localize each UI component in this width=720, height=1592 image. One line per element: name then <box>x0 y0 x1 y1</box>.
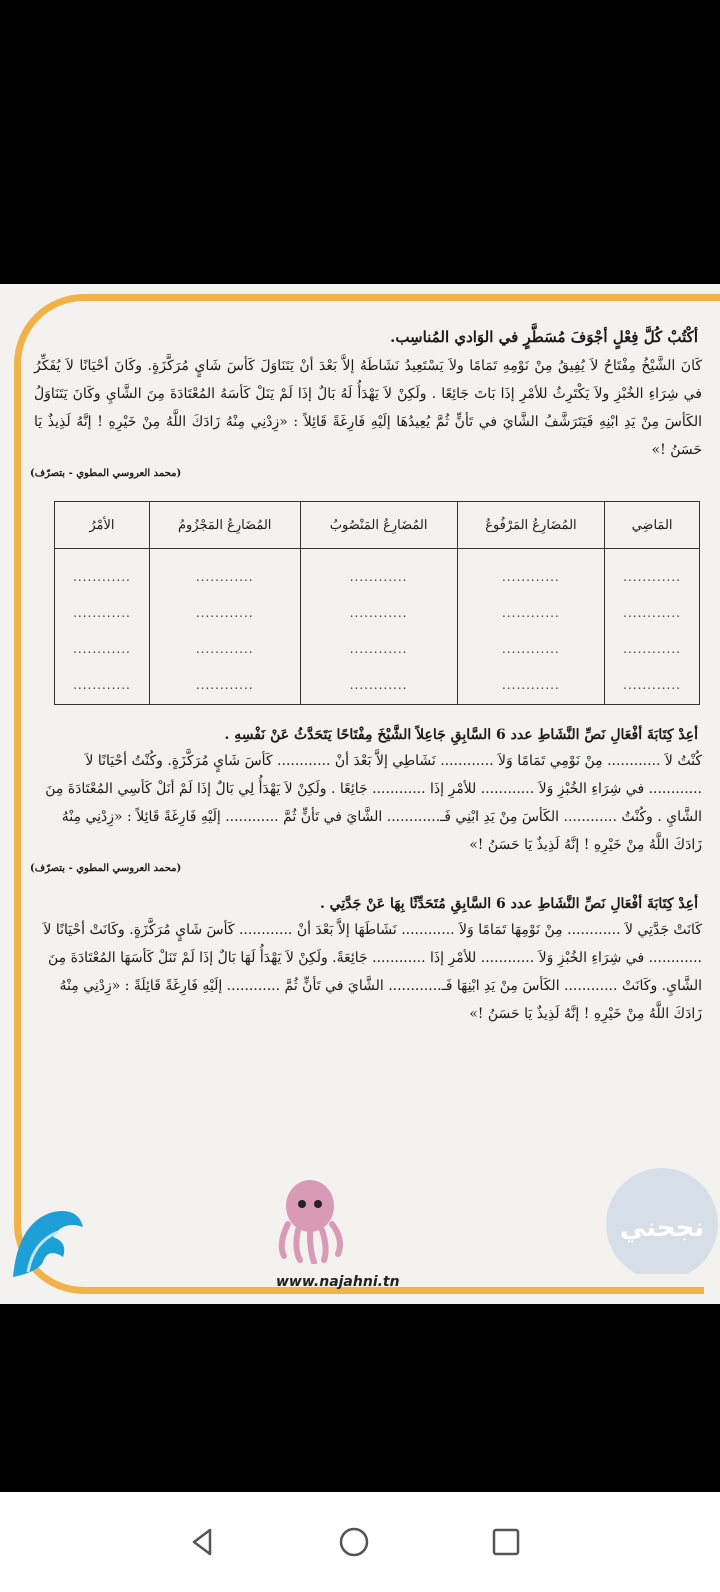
answer-cell[interactable]: ............ ............ ............ ............ <box>457 549 604 705</box>
header-present-raised: المُضَارِعُ المَرْفُوعُ <box>457 502 604 549</box>
octopus-icon <box>270 1174 350 1264</box>
recents-icon[interactable] <box>488 1524 524 1560</box>
verb-table <box>54 501 700 705</box>
answer-cell[interactable]: ............ ............ ............ ............ <box>149 549 300 705</box>
task2-text: كُنْتُ لاَ ............ مِنْ نَوْمِي تَمَامًا وَلاَ ............ نَشَاطِي إلاَّ بَعْدَ أنْ ............ كَأسَ شَايٍ مُرَكَّزَةٍ. وكُنْتُ أحْيَانًا لاَ ............ في شِرَاءِ الخُبْزِ وَلاَ ............ للأمْرِ إذَا ............ جَائِعًا . ولَكِنْ لاَ يَهْدَأُ لِي بَالٌ إذَا لَمْ أنَلْ كَأسِي المُعْتَادَةَ مِنَ الشَّايِ . وكُنْتُ ............ الكَأسَ مِنْ يَدِ ابْنِي فَـ............ الشَّايَ في تَأنٍّ ثُمَّ ............ إلَيْهِ فَارِغَةً قَائِلاً : «زِدْنِي مِنْهُ زَادَكَ اللَّهُ مِنْ خَيْرِهِ ! إنَّهُ لَذِيذٌ يَا حَسَنُ !» <box>45 753 702 853</box>
task1-source: (محمد العروسي المطوي - بتصرّف) <box>30 468 182 479</box>
task1-text: كَانَ الشَّيْخُ مِفْتَاحُ لاَ يُفِيقُ مِنْ نَوْمِهِ تَمَامًا ولاَ يَسْتَعِيدُ نَشَاطَهُ إلاَّ بَعْدَ أنْ يَتَنَاوَلَ كَأسَ شَايٍ مُرَكَّزَةٍ. وكَانَ أحْيَانًا لاَ يُفَكِّرُ في شِرَاءِ الخُبْزِ ولاَ يَكْتَرِثُ للأمْرِ إذَا بَاتَ جَائِعًا . ولَكِنْ لاَ يَهْدَأُ لَهُ بَالٌ إذَا لَمْ يَنَلْ كَأسَهُ المُعْتَادَةَ مِنَ الشَّايِ وكَانَ يَتَنَاوَلُ الكَأسَ مِنْ يَدِ ابْنِهِ فَيَتَرَشَّفُ الشَّايَ في تَأنٍّ ثُمَّ يُعِيدُهَا إلَيْهِ فَارِغَةً قَائِلاً : «زِدْنِي مِنْهُ زَادَكَ اللَّهُ مِنْ خَيْرِهِ ! إنَّهُ لَذِيذٌ يَا حَسَنُ !» <box>34 358 703 458</box>
home-icon[interactable] <box>336 1524 372 1560</box>
back-icon[interactable] <box>184 1524 220 1560</box>
verb-table-answers <box>55 549 700 705</box>
worksheet-content <box>30 328 706 1028</box>
answer-cell[interactable]: ............ ............ ............ ............ <box>605 549 700 705</box>
worksheet-page <box>0 284 720 1304</box>
wave-icon <box>8 1192 88 1282</box>
svg-text:نجحني: نجحني <box>619 1213 705 1243</box>
task3-title: أعِدْ كِتَابَةَ أفْعَالِ نَصِّ النَّشَاطِ عدد 6 السَّابِقِ مُتَحَدِّثًا بِهَا عَنْ جَدَّتِي . <box>319 896 698 912</box>
task3-text: كَانَتْ جَدَّتِي لاَ ............ مِنْ نَوْمِهَا تَمَامًا وَلاَ ............ نَشَاطَهَا إلاَّ بَعْدَ أنْ ............ كَأسَ شَايٍ مُرَكَّزَةٍ. وكَانَتْ أحْيَانًا لاَ ............ في شِرَاءِ الخُبْزِ وَلاَ ............ للأمْرِ إذَا ............ جَائِعَةً. ولَكِنْ لاَ يَهْدَأُ لَهَا بَالٌ إذَا لَمْ تَنَلْ كَأسَهَا المُعْتَادَةَ مِنَ الشَّايِ. وكَانَتْ ............ الكَأسَ مِنْ يَدِ ابْنِهَا فَـ............ الشَّايَ في تَأنٍّ ثُمَّ ............ إلَيْهِ فَارِغَةً قَائِلَةً : «زِدْنِي مِنْهُ زَادَكَ اللَّهُ مِنْ خَيْرِهِ ! إنَّهُ لَذِيذٌ يَا حَسَنُ !» <box>43 922 702 1022</box>
verb-table-header <box>55 502 700 549</box>
site-url: www.najahni.tn <box>276 1274 400 1290</box>
header-past: المَاضِي <box>605 502 700 549</box>
header-imperative: الأمْرُ <box>55 502 150 549</box>
orange-frame-top <box>120 294 720 301</box>
najahni-watermark-logo <box>572 1164 720 1274</box>
android-nav-bar <box>0 1492 720 1592</box>
answer-cell[interactable]: ............ ............ ............ ............ <box>55 549 150 705</box>
task2-source: (محمد العروسي المطوي - بتصرّف) <box>30 863 182 874</box>
answer-cell[interactable]: ............ ............ ............ ............ <box>300 549 457 705</box>
task2-title: أعِدْ كِتَابَةَ أفْعَالِ نَصِّ النَّشَاطِ عدد 6 السَّابِقِ جَاعِلاً الشَّيْخَ مِفْتَاحًا يَتَحَدَّثُ عَنْ نَفْسِهِ . <box>224 727 698 743</box>
header-present-jussive: المُضَارِعُ المَجْزُومُ <box>149 502 300 549</box>
header-present-subjunctive: المُضَارِعُ المَنْصُوبُ <box>300 502 457 549</box>
task1-title: أكْتُبْ كُلَّ فِعْلٍ أجْوَفَ مُسَطَّرٍ في الوَادي المُناسِب. <box>390 328 698 346</box>
